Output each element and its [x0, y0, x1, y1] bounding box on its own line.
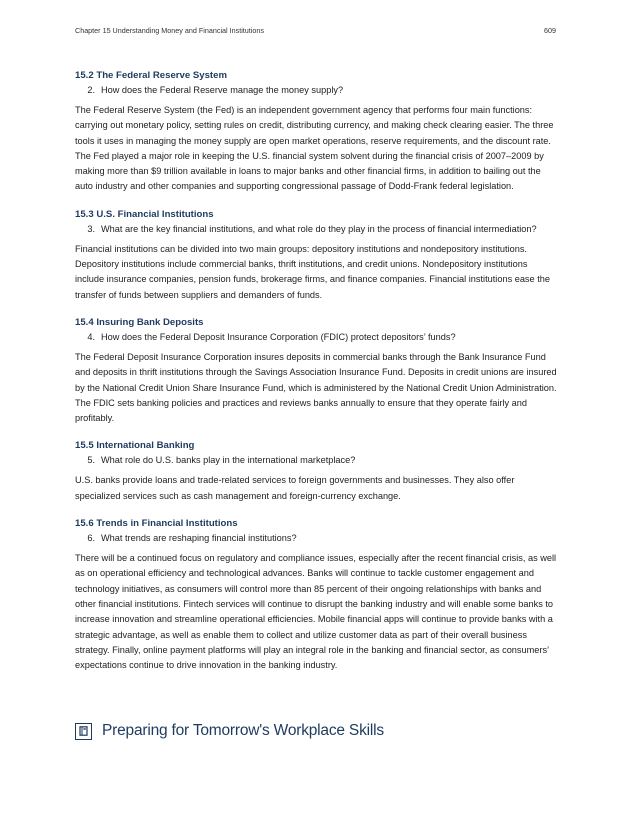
question-text: What are the key financial institutions, and what role do they play in the process of financial intermediation?	[101, 223, 537, 234]
section-body: The Federal Deposit Insurance Corporation insures deposits in commercial banks through the Bank Insurance Fund and deposits in thrift institutions through the Savings Association Insurance Fund. Deposits in credit unions are insured by the National Credit Union Share Insurance Fund, which is administered by the National Credit Union Administration. The FDIC sets banking policies and practices and reviews banks annually to ensure that they operate fairly and profitably.	[75, 351, 557, 424]
chapter-title: Chapter 15 Understanding Money and Financial Institutions	[75, 26, 264, 35]
section-15-6	[75, 517, 557, 673]
section-body: Financial institutions can be divided into two main groups: depository institutions and nondepository institutions. Depository institutions include commercial banks, thrift institutions, and credit unions. Nondepository institutions include insurance companies, pension funds, brokerage firms, and finance companies. Financial institutions ease the transfer of funds between suppliers and demanders of funds.	[75, 243, 550, 300]
skills-title: Preparing for Tomorrow's Workplace Skills	[102, 722, 384, 739]
section-body: U.S. banks provide loans and trade-related services to foreign governments and businesses. They also offer specialized services such as cash management and foreign-currency exchange.	[75, 475, 515, 501]
question-text: What role do U.S. banks play in the international marketplace?	[101, 455, 356, 466]
section-15-5	[75, 439, 557, 504]
learning-question	[75, 453, 557, 468]
page-number: 609	[544, 26, 556, 35]
section-15-4	[75, 316, 557, 426]
section-body: There will be a continued focus on regulatory and compliance issues, especially after the recent financial crisis, as well as on operational efficiency and technological advances. Banks will continue to tackle customer engagement and technology initiatives, as consumers will control more than 85 percent of their ongoing relationships with banks and other financial institutions. Fintech services will continue to disrupt the banking industry and will enable some banks to increase innovation and streamline operational efficiencies. Mobile financial apps will continue to provide banks with a strategic advantage, as well as enable them to collect and utilize customer data as part of their overall business strategy. Finally, online payment platforms will play an integral role in the banking and financial sector, as consumers’ expectations continue to drive innovation in the banking industry.	[75, 553, 557, 671]
learning-question	[75, 531, 557, 546]
section-body: The Federal Reserve System (the Fed) is an independent government agency that performs four main functions: carrying out monetary policy, setting rules on credit, distributing currency, and making check clearing easier. The three tools it uses in managing the money supply are open market operations, reserve requirements, and the discount rate. The Fed played a major role in keeping the U.S. financial system solvent during the financial crisis of 2007–2009 by making more than $9 trillion available in loans to major banks and other financial firms, in addition to bailing out the auto industry and other companies and supporting congressional passage of Dodd-Frank federal legislation.	[75, 105, 554, 192]
question-number: 5.	[87, 455, 95, 466]
summary-content	[75, 69, 557, 686]
section-title: 15.3 U.S. Financial Institutions	[75, 208, 214, 220]
section-title: 15.4 Insuring Bank Deposits	[75, 316, 204, 328]
section-title: 15.5 International Banking	[75, 440, 195, 452]
question-number: 2.	[87, 85, 95, 95]
question-number: 3.	[87, 223, 95, 234]
question-text: What trends are reshaping financial institutions?	[101, 533, 297, 544]
question-text: How does the Federal Reserve manage the money supply?	[101, 85, 344, 95]
running-head	[75, 26, 556, 35]
section-title: 15.6 Trends in Financial Institutions	[75, 518, 238, 530]
learning-question	[75, 83, 557, 98]
question-text: How does the Federal Deposit Insurance Corporation (FDIC) protect depositors’ funds?	[101, 331, 456, 342]
section-15-2	[75, 69, 557, 195]
notebook-icon	[75, 723, 92, 740]
section-15-3	[75, 208, 557, 303]
learning-question	[75, 222, 557, 237]
skills-heading	[75, 722, 384, 740]
section-title: 15.2 The Federal Reserve System	[75, 70, 227, 81]
learning-question	[75, 330, 557, 345]
question-number: 6.	[87, 533, 95, 544]
question-number: 4.	[87, 331, 95, 342]
